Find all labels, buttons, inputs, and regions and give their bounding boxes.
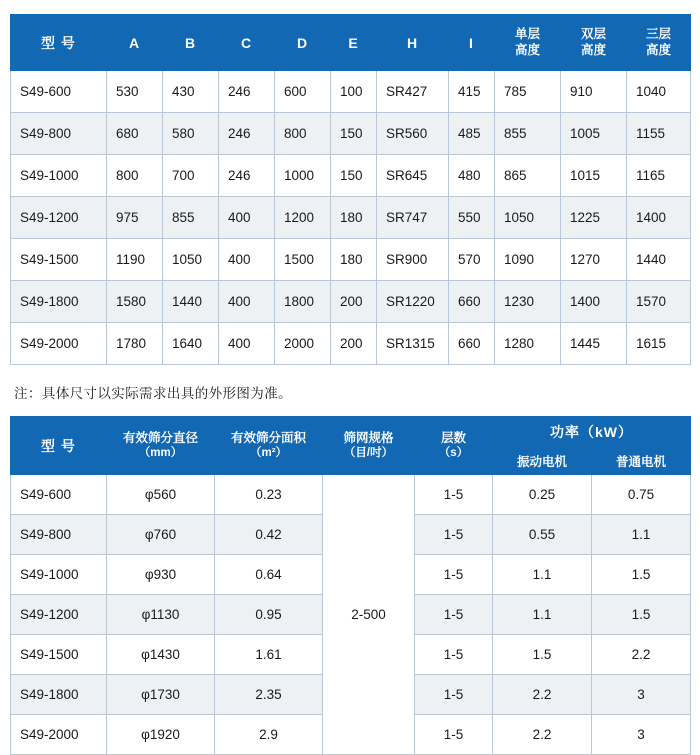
cell-double-layer-height: 1015 [561,155,627,197]
cell-b: 1050 [163,239,219,281]
cell-layers: 1-5 [415,555,493,595]
cell-layers: 1-5 [415,635,493,675]
cell-b: 700 [163,155,219,197]
cell-i: 480 [449,155,495,197]
cell-model: S49-1200 [11,595,107,635]
cell-model: S49-1800 [11,675,107,715]
cell-layers: 1-5 [415,475,493,515]
dimensions-table-body [11,71,691,365]
cell-h: SR1315 [377,323,449,365]
cell-h: SR747 [377,197,449,239]
cell-single-layer-height: 855 [495,113,561,155]
cell-c: 400 [219,239,275,281]
performance-table-body [11,475,691,755]
col-header-model: 型 号 [11,15,107,71]
cell-normal-power: 3 [592,715,691,755]
cell-a: 800 [107,155,163,197]
cell-h: SR645 [377,155,449,197]
col-header-d: D [275,15,331,71]
col-header-power: 功率（kW） [493,417,691,447]
col-header-i: I [449,15,495,71]
cell-effective-diameter: φ560 [107,475,215,515]
cell-d: 1800 [275,281,331,323]
cell-c: 246 [219,155,275,197]
cell-a: 1190 [107,239,163,281]
cell-effective-area: 0.42 [215,515,323,555]
table-row [11,323,691,365]
cell-effective-area: 1.61 [215,635,323,675]
table-row [11,155,691,197]
cell-i: 550 [449,197,495,239]
col-header-model: 型 号 [11,417,107,475]
cell-h: SR427 [377,71,449,113]
cell-model: S49-600 [11,475,107,515]
table-row [11,475,691,515]
table-row [11,281,691,323]
cell-triple-layer-height: 1440 [627,239,691,281]
cell-triple-layer-height: 1400 [627,197,691,239]
cell-effective-area: 2.35 [215,675,323,715]
cell-d: 1500 [275,239,331,281]
cell-model: S49-600 [11,71,107,113]
cell-c: 246 [219,71,275,113]
cell-effective-diameter: φ1920 [107,715,215,755]
cell-e: 180 [331,239,377,281]
table-row [11,71,691,113]
cell-effective-diameter: φ1430 [107,635,215,675]
cell-model: S49-2000 [11,323,107,365]
cell-double-layer-height: 1225 [561,197,627,239]
cell-d: 600 [275,71,331,113]
cell-normal-power: 3 [592,675,691,715]
cell-i: 660 [449,323,495,365]
cell-triple-layer-height: 1615 [627,323,691,365]
cell-triple-layer-height: 1155 [627,113,691,155]
cell-model: S49-2000 [11,715,107,755]
cell-normal-power: 1.5 [592,555,691,595]
cell-d: 1200 [275,197,331,239]
cell-mesh-spec: 2-500 [323,475,415,755]
cell-single-layer-height: 1230 [495,281,561,323]
cell-c: 246 [219,113,275,155]
col-header-vibration-motor: 振动电机 [493,447,592,475]
col-header-double-layer-height: 双层 高度 [561,15,627,71]
cell-a: 1580 [107,281,163,323]
cell-d: 1000 [275,155,331,197]
cell-c: 400 [219,281,275,323]
table-header-row-top [11,417,691,447]
cell-d: 800 [275,113,331,155]
dimensions-table [10,14,691,365]
cell-model: S49-1500 [11,635,107,675]
cell-e: 150 [331,113,377,155]
cell-double-layer-height: 1445 [561,323,627,365]
cell-effective-diameter: φ1130 [107,595,215,635]
cell-triple-layer-height: 1040 [627,71,691,113]
performance-table-header [11,417,691,475]
cell-b: 430 [163,71,219,113]
table-row [11,113,691,155]
col-header-triple-layer-height: 三层 高度 [627,15,691,71]
cell-double-layer-height: 1270 [561,239,627,281]
cell-layers: 1-5 [415,595,493,635]
cell-effective-area: 0.23 [215,475,323,515]
cell-effective-diameter: φ760 [107,515,215,555]
cell-b: 580 [163,113,219,155]
cell-h: SR900 [377,239,449,281]
cell-a: 530 [107,71,163,113]
cell-e: 150 [331,155,377,197]
cell-effective-area: 2.9 [215,715,323,755]
cell-model: S49-800 [11,113,107,155]
cell-single-layer-height: 865 [495,155,561,197]
cell-model: S49-1000 [11,155,107,197]
cell-normal-power: 0.75 [592,475,691,515]
cell-model: S49-1000 [11,555,107,595]
cell-i: 570 [449,239,495,281]
cell-b: 1440 [163,281,219,323]
col-header-c: C [219,15,275,71]
cell-d: 2000 [275,323,331,365]
cell-e: 200 [331,281,377,323]
cell-e: 100 [331,71,377,113]
cell-i: 415 [449,71,495,113]
cell-triple-layer-height: 1570 [627,281,691,323]
col-header-b: B [163,15,219,71]
cell-normal-power: 1.5 [592,595,691,635]
cell-vibration-power: 1.5 [493,635,592,675]
cell-c: 400 [219,323,275,365]
cell-normal-power: 2.2 [592,635,691,675]
cell-effective-diameter: φ930 [107,555,215,595]
cell-b: 1640 [163,323,219,365]
cell-vibration-power: 0.25 [493,475,592,515]
cell-a: 680 [107,113,163,155]
cell-effective-area: 0.95 [215,595,323,635]
table-row [11,239,691,281]
cell-b: 855 [163,197,219,239]
cell-h: SR1220 [377,281,449,323]
cell-model: S49-1800 [11,281,107,323]
cell-h: SR560 [377,113,449,155]
table-note: 注：具体尺寸以实际需求出具的外形图为准。 [14,386,292,401]
cell-single-layer-height: 1050 [495,197,561,239]
cell-vibration-power: 1.1 [493,555,592,595]
col-header-effective-diameter: 有效筛分直径 （mm） [107,417,215,475]
cell-layers: 1-5 [415,715,493,755]
col-header-single-layer-height: 单层 高度 [495,15,561,71]
cell-layers: 1-5 [415,515,493,555]
cell-a: 1780 [107,323,163,365]
cell-model: S49-800 [11,515,107,555]
col-header-layers: 层数 （s） [415,417,493,475]
cell-model: S49-1500 [11,239,107,281]
performance-table [10,416,691,755]
cell-c: 400 [219,197,275,239]
cell-double-layer-height: 1005 [561,113,627,155]
table-row [11,197,691,239]
cell-vibration-power: 1.1 [493,595,592,635]
col-header-effective-area: 有效筛分面积 （m²） [215,417,323,475]
table-header-row [11,15,691,71]
col-header-e: E [331,15,377,71]
cell-vibration-power: 2.2 [493,675,592,715]
cell-a: 975 [107,197,163,239]
cell-i: 485 [449,113,495,155]
cell-normal-power: 1.1 [592,515,691,555]
cell-double-layer-height: 910 [561,71,627,113]
col-header-normal-motor: 普通电机 [592,447,691,475]
cell-e: 180 [331,197,377,239]
cell-single-layer-height: 1280 [495,323,561,365]
cell-vibration-power: 2.2 [493,715,592,755]
col-header-a: A [107,15,163,71]
cell-layers: 1-5 [415,675,493,715]
cell-model: S49-1200 [11,197,107,239]
cell-vibration-power: 0.55 [493,515,592,555]
dimensions-table-header [11,15,691,71]
cell-single-layer-height: 1090 [495,239,561,281]
cell-triple-layer-height: 1165 [627,155,691,197]
cell-effective-diameter: φ1730 [107,675,215,715]
cell-e: 200 [331,323,377,365]
cell-i: 660 [449,281,495,323]
cell-effective-area: 0.64 [215,555,323,595]
col-header-h: H [377,15,449,71]
cell-single-layer-height: 785 [495,71,561,113]
col-header-mesh-spec: 筛网规格 （目/吋） [323,417,415,475]
cell-double-layer-height: 1400 [561,281,627,323]
